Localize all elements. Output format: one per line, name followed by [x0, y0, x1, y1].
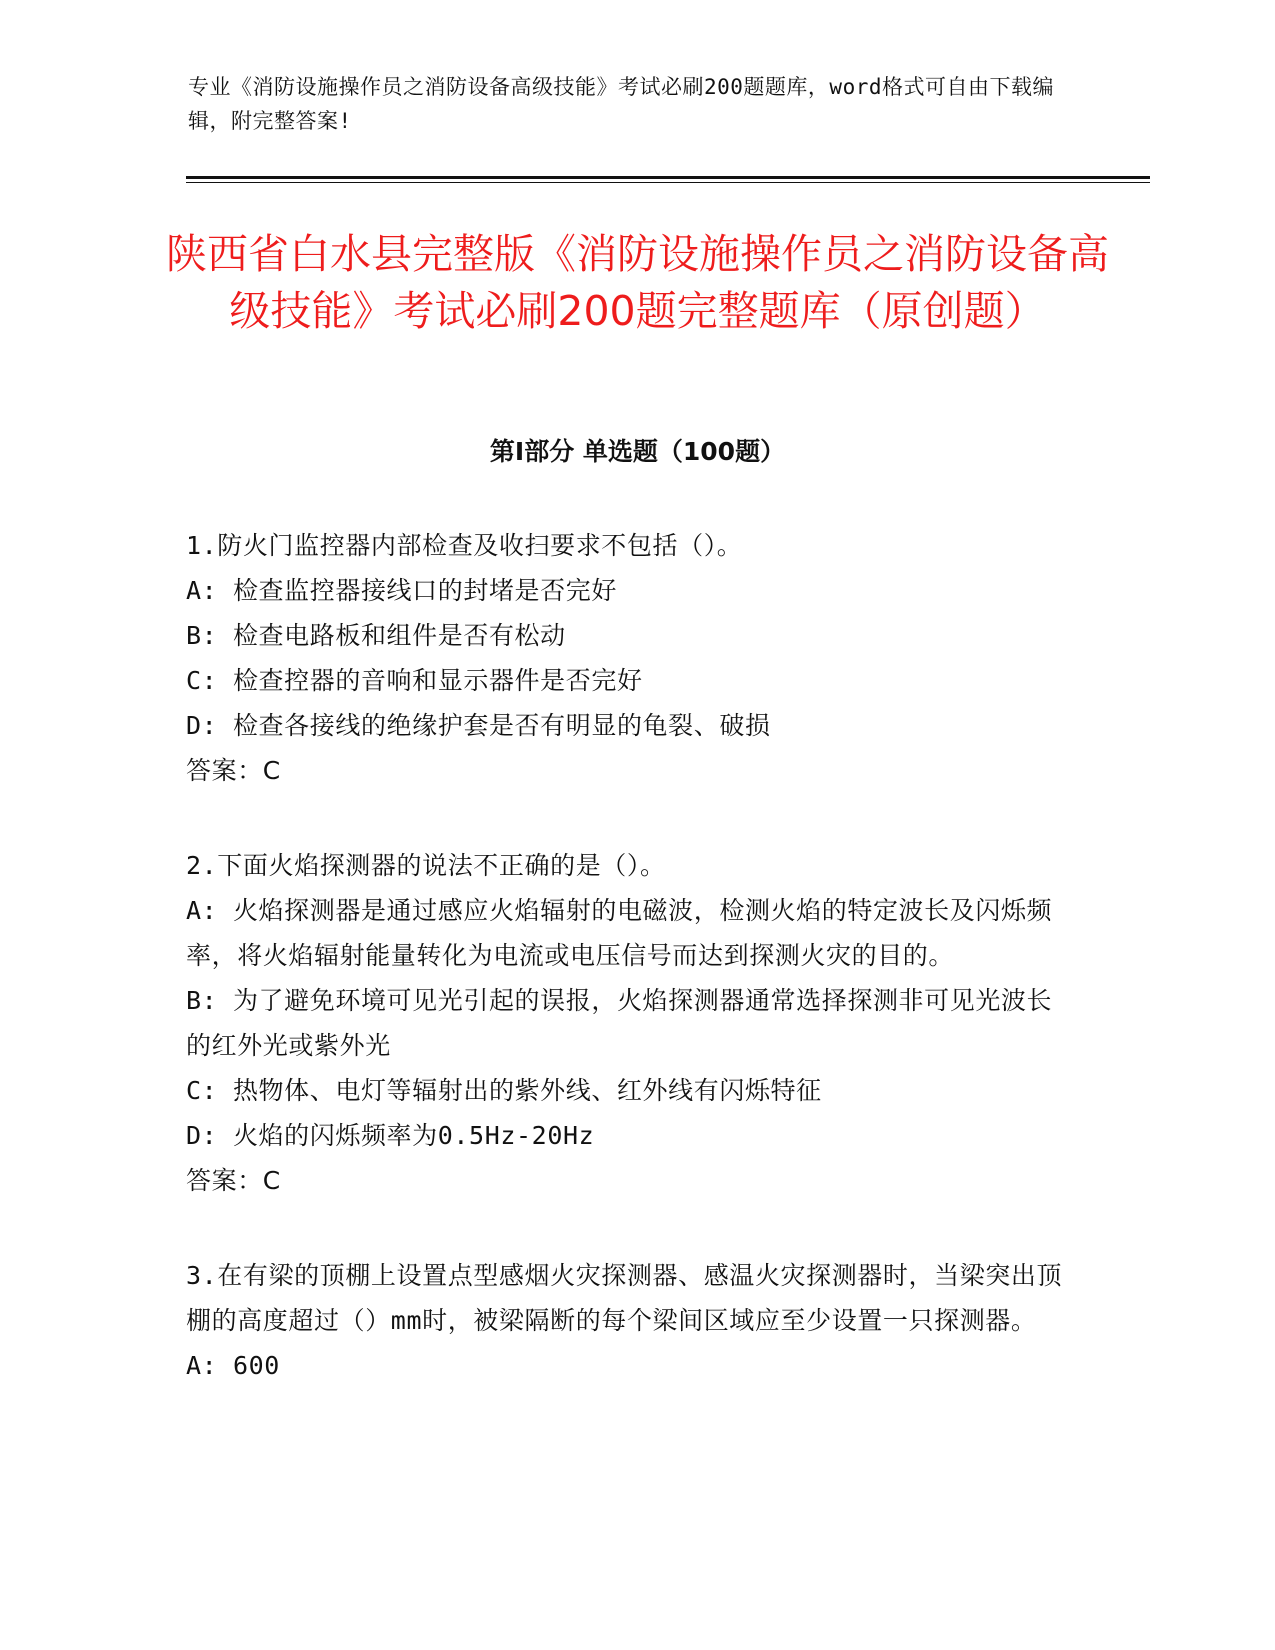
- option-a: A: 火焰探测器是通过感应火焰辐射的电磁波，检测火焰的特定波长及闪烁频率，将火焰辐射能量转化为电流或电压信号而达到探测火灾的目的。: [186, 896, 1053, 970]
- option-c: C: 热物体、电灯等辐射出的紫外线、红外线有闪烁特征: [186, 1076, 822, 1105]
- question-list: [186, 523, 1076, 1438]
- question-1: [186, 523, 1076, 793]
- section-heading: 第I部分 单选题（100题）: [489, 437, 786, 466]
- question-stem: 1.防火门监控器内部检查及收扫要求不包括（）。: [186, 531, 743, 560]
- option-b: B: 检查电路板和组件是否有松动: [186, 621, 566, 650]
- option-d: D: 火焰的闪烁频率为0.5Hz-20Hz: [186, 1121, 595, 1150]
- option-c: C: 检查控器的音响和显示器件是否完好: [186, 666, 643, 695]
- header-rule-thin: [186, 182, 1150, 183]
- document-title: 陕西省白水县完整版《消防设施操作员之消防设备高级技能》考试必刷200题完整题库（原创题）: [166, 230, 1109, 335]
- question-3: [186, 1253, 1076, 1388]
- header-rule-thick: [186, 176, 1150, 179]
- option-a: A: 600: [186, 1351, 280, 1380]
- header-note: 专业《消防设施操作员之消防设备高级技能》考试必刷200题题库，word格式可自由下载编辑，附完整答案!: [188, 75, 1054, 133]
- question-2: [186, 843, 1076, 1203]
- answer: 答案：C: [186, 756, 281, 785]
- option-d: D: 检查各接线的绝缘护套是否有明显的龟裂、破损: [186, 711, 771, 740]
- question-stem: 3.在有梁的顶棚上设置点型感烟火灾探测器、感温火灾探测器时，当梁突出顶棚的高度超过（）mm时，被梁隔断的每个梁间区域应至少设置一只探测器。: [186, 1261, 1063, 1335]
- answer: 答案：C: [186, 1166, 281, 1195]
- question-stem: 2.下面火焰探测器的说法不正确的是（）。: [186, 851, 666, 880]
- option-b: B: 为了避免环境可见光引起的误报，火焰探测器通常选择探测非可见光波长的红外光或紫外光: [186, 986, 1053, 1060]
- option-a: A: 检查监控器接线口的封堵是否完好: [186, 576, 617, 605]
